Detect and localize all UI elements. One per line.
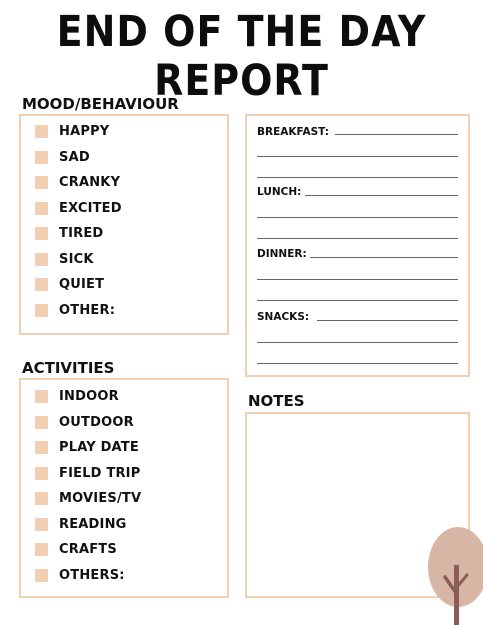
activity-item-others[interactable]: OTHERS:	[35, 563, 141, 589]
checkbox[interactable]	[35, 518, 48, 531]
breakfast-line[interactable]	[335, 134, 458, 135]
activity-item-play-date[interactable]: PLAY DATE	[35, 435, 141, 461]
lunch-section	[257, 186, 458, 246]
lunch-line[interactable]	[305, 195, 458, 196]
mood-item-excited[interactable]: EXCITED	[35, 196, 122, 222]
mood-item-tired[interactable]: TIRED	[35, 221, 122, 247]
checkbox[interactable]	[35, 253, 48, 266]
mood-item-sad[interactable]: SAD	[35, 145, 122, 171]
activity-item-reading[interactable]: READING	[35, 512, 141, 538]
dinner-line[interactable]	[257, 279, 458, 280]
checkbox[interactable]	[35, 278, 48, 291]
tree-icon	[425, 525, 483, 625]
checkbox[interactable]	[35, 492, 48, 505]
meals-box	[245, 114, 470, 377]
checkbox[interactable]	[35, 125, 48, 138]
breakfast-section	[257, 126, 458, 186]
mood-item-cranky[interactable]: CRANKY	[35, 170, 122, 196]
checkbox[interactable]	[35, 543, 48, 556]
activity-item-crafts[interactable]: CRAFTS	[35, 537, 141, 563]
dinner-line[interactable]	[257, 300, 458, 301]
dinner-line[interactable]	[310, 257, 458, 258]
mood-item-quiet[interactable]: QUIET	[35, 272, 122, 298]
dinner-label: DINNER:	[257, 248, 310, 260]
checkbox[interactable]	[35, 202, 48, 215]
activities-list	[35, 384, 141, 588]
checkbox[interactable]	[35, 151, 48, 164]
dinner-section	[257, 248, 458, 308]
activity-item-field-trip[interactable]: FIELD TRIP	[35, 461, 141, 487]
checkbox[interactable]	[35, 441, 48, 454]
mood-item-sick[interactable]: SICK	[35, 247, 122, 273]
snacks-line[interactable]	[257, 342, 458, 343]
checkbox[interactable]	[35, 390, 48, 403]
snacks-section	[257, 311, 458, 371]
breakfast-line[interactable]	[257, 177, 458, 178]
snacks-label: SNACKS:	[257, 311, 312, 323]
checkbox[interactable]	[35, 304, 48, 317]
lunch-label: LUNCH:	[257, 186, 304, 198]
mood-heading: MOOD/BEHAVIOUR	[22, 95, 179, 113]
activity-item-indoor[interactable]: INDOOR	[35, 384, 141, 410]
activity-item-outdoor[interactable]: OUTDOOR	[35, 410, 141, 436]
notes-heading: NOTES	[248, 392, 305, 410]
tree-trunk	[454, 565, 459, 625]
snacks-line[interactable]	[257, 363, 458, 364]
lunch-line[interactable]	[257, 217, 458, 218]
breakfast-line[interactable]	[257, 156, 458, 157]
mood-item-other[interactable]: OTHER:	[35, 298, 122, 324]
checkbox[interactable]	[35, 227, 48, 240]
lunch-line[interactable]	[257, 238, 458, 239]
activity-item-movies-tv[interactable]: MOVIES/TV	[35, 486, 141, 512]
page-title: END OF THE DAY REPORT	[56, 6, 427, 106]
mood-list	[35, 119, 122, 323]
activities-heading: ACTIVITIES	[22, 359, 115, 377]
checkbox[interactable]	[35, 176, 48, 189]
breakfast-label: BREAKFAST:	[257, 126, 332, 138]
snacks-line[interactable]	[317, 320, 458, 321]
checkbox[interactable]	[35, 569, 48, 582]
mood-item-happy[interactable]: HAPPY	[35, 119, 122, 145]
checkbox[interactable]	[35, 467, 48, 480]
checkbox[interactable]	[35, 416, 48, 429]
